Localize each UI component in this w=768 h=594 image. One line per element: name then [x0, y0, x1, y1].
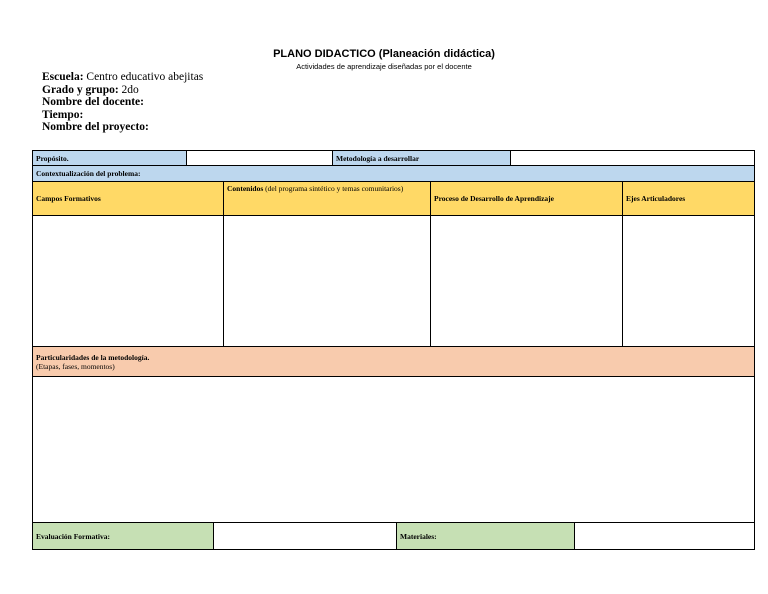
purpose-table — [32, 150, 755, 166]
contextualizacion-label-cell: Contextualización del problema: — [33, 166, 755, 182]
contenidos-header-detail: (del programa sintético y temas comunitarios) — [263, 184, 404, 193]
contenidos-header: Contenidos (del programa sintético y temas comunitarios) — [224, 182, 431, 216]
docente-row — [42, 96, 203, 109]
ejes-cell[interactable] — [623, 216, 755, 347]
campos-cell[interactable] — [33, 216, 224, 347]
particularidades-label: Particularidades de la metodología. — [36, 352, 150, 362]
proposito-label-cell: Propósito. — [33, 151, 187, 166]
particularidades-table — [32, 346, 755, 523]
materiales-field[interactable] — [575, 523, 755, 550]
info-block — [42, 71, 203, 134]
proposito-field[interactable] — [187, 151, 333, 166]
grado-label: Grado y grupo: — [42, 83, 119, 96]
campos-table — [32, 181, 755, 347]
metodologia-field[interactable] — [511, 151, 755, 166]
proceso-cell[interactable] — [431, 216, 623, 347]
campos-header: Campos Formativos — [33, 182, 224, 216]
particularidades-sublabel: (Etapas, fases, momentos) — [36, 361, 115, 371]
evaluacion-label-cell: Evaluación Formativa: — [33, 523, 214, 550]
grado-row — [42, 84, 203, 97]
proyecto-label: Nombre del proyecto: — [42, 121, 149, 133]
document-title: PLANO DIDACTICO (Planeación didáctica) — [273, 48, 495, 60]
particularidades-label-cell — [33, 347, 755, 377]
escuela-label: Escuela: — [42, 71, 84, 83]
contenidos-cell[interactable] — [224, 216, 431, 347]
particularidades-field[interactable] — [33, 377, 755, 523]
evaluacion-table — [32, 522, 755, 550]
metodologia-label-cell: Metodología a desarrollar — [333, 151, 511, 166]
escuela-row — [42, 71, 203, 84]
escuela-value: Centro educativo abejitas — [86, 71, 204, 83]
proyecto-row — [42, 121, 203, 134]
proceso-header: Proceso de Desarrollo de Aprendizaje — [431, 182, 623, 216]
materiales-label-cell: Materiales: — [397, 523, 575, 550]
tiempo-label: Tiempo: — [42, 108, 84, 121]
document-subtitle: Actividades de aprendizaje diseñadas por el docente — [296, 62, 472, 71]
ejes-header: Ejes Articuladores — [623, 182, 755, 216]
grado-value: 2do — [121, 83, 139, 96]
evaluacion-field[interactable] — [214, 523, 397, 550]
tiempo-row — [42, 109, 203, 122]
docente-label: Nombre del docente: — [42, 96, 144, 108]
contextualizacion-table — [32, 165, 755, 182]
